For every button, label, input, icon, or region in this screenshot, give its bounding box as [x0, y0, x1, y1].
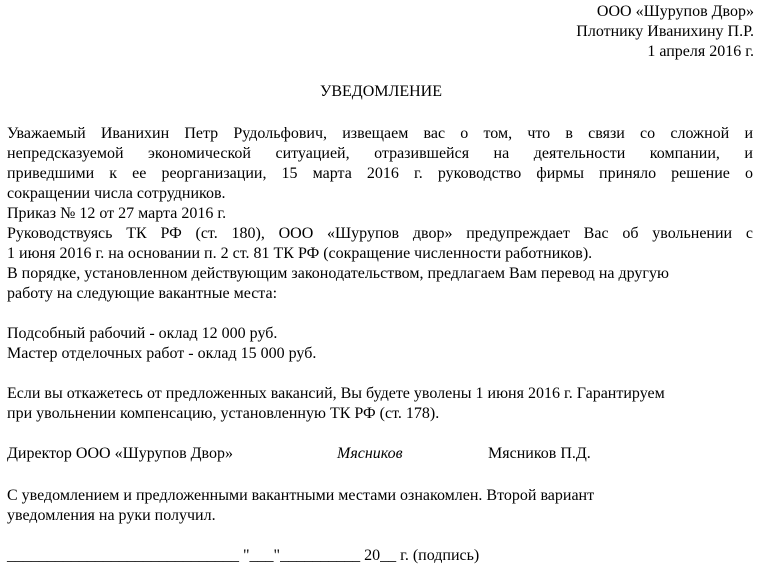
paragraph-3-line-2: работу на следующие вакантные места:: [7, 285, 278, 302]
recipient: Плотнику Иванихину П.Р.: [576, 23, 754, 40]
signatory-name: Мясников П.Д.: [488, 445, 591, 462]
order-reference: Приказ № 12 от 27 марта 2016 г.: [7, 205, 227, 222]
paragraph-2-line-2: 1 июня 2016 г. на основании п. 2 ст. 81 ТК РФ (сокращение численности работников).: [7, 245, 593, 262]
vacancy-item: Подсобный рабочий - оклад 12 000 руб.: [7, 325, 278, 342]
paragraph-1-line-3: приведшими к ее реорганизации, 15 марта 2016 г. руководство фирмы приняло решение о: [7, 165, 753, 182]
paragraph-3-line-1: В порядке, установленном действующим законодательством, предлагаем Вам перевод на другую: [7, 265, 669, 282]
paragraph-4-line-2: при увольнении компенсацию, установленную ТК РФ (ст. 178).: [7, 405, 440, 422]
vacancy-item: Мастер отделочных работ - оклад 15 000 руб.: [7, 345, 317, 362]
paragraph-2-line-1: Руководствуясь ТК РФ (ст. 180), ООО «Шурупов двор» предупреждает Вас об увольнении с: [7, 225, 753, 242]
signature-date-line: _____________________________ "___"__________ 20__ г. (подпись): [7, 547, 480, 564]
paragraph-1-line-2: непредсказуемой экономической ситуацией, отразившейся на деятельности компании, и: [7, 145, 753, 162]
company-name: ООО «Шурупов Двор»: [596, 3, 754, 20]
handwritten-signature: Мясников: [337, 445, 403, 462]
document-title: УВЕДОМЛЕНИЕ: [320, 83, 442, 100]
acknowledgement-line-1: С уведомлением и предложенными вакантными местами ознакомлен. Второй вариант: [7, 487, 595, 504]
paragraph-1-line-4: сокращении числа сотрудников.: [7, 185, 226, 202]
paragraph-1-line-1: Уважаемый Иванихин Петр Рудольфович, извещаем вас о том, что в связи со сложной и: [7, 125, 753, 142]
signatory-position: Директор ООО «Шурупов Двор»: [7, 445, 233, 462]
document-date: 1 апреля 2016 г.: [647, 43, 754, 60]
acknowledgement-line-2: уведомления на руки получил.: [7, 507, 216, 524]
paragraph-4-line-1: Если вы откажетесь от предложенных вакансий, Вы будете уволены 1 июня 2016 г. Гарантируем: [7, 385, 665, 402]
